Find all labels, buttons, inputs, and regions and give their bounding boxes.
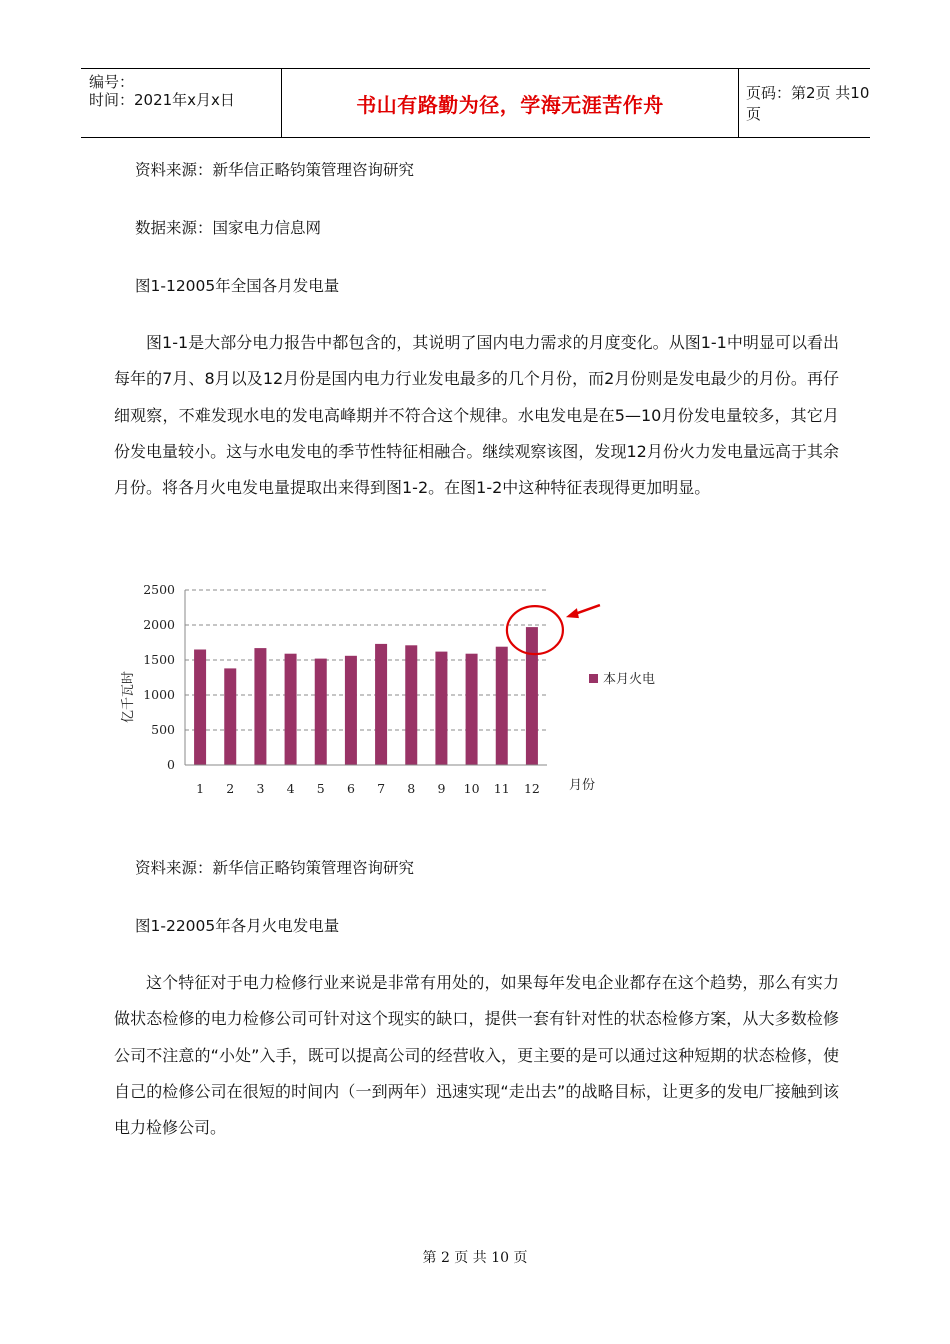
bar (285, 654, 297, 765)
x-tick-label: 6 (346, 781, 355, 796)
x-tick-label: 1 (196, 781, 205, 796)
bar (224, 668, 236, 765)
x-tick-label: 9 (437, 781, 446, 796)
bar (496, 647, 508, 765)
chart-y-label: 亿千瓦时 (121, 670, 136, 724)
bar (466, 654, 478, 765)
x-tick-label: 12 (523, 781, 540, 796)
x-tick-label: 10 (463, 781, 480, 796)
x-tick-label: 5 (316, 781, 325, 796)
body-paragraph-1: 图1-1是大部分电力报告中都包含的，其说明了国内电力需求的月度变化。从图1-1中明显可以看出每年的7月、8月以及12月份是国内电力行业发电最多的几个月份，而2月份则是发电最少的月份。再仔细观察，不难发现水电的发电高峰期并不符合这个规律。水电发电是在5—10月份发电量较多，其它月份发电量较小。这与水电发电的季节性特征相融合。继续观察该图，发现12月份火力发电量远高于其余月份。将各月火电发电量提取出来得到图1-2。在图1-2中这种特征表现得更加明显。 (114, 333, 839, 498)
bar (345, 656, 357, 765)
chart-gridlines (185, 590, 547, 730)
source-note-2: 资料来源：新华信正略钧策管理咨询研究 (135, 859, 415, 877)
bar (405, 645, 417, 765)
highlight-arrow (566, 605, 600, 618)
y-tick-label: 500 (151, 722, 175, 737)
source-note-1: 资料来源：新华信正略钧策管理咨询研究 (135, 161, 415, 179)
x-tick-label: 11 (493, 781, 510, 796)
x-tick-label: 4 (286, 781, 295, 796)
y-tick-label: 0 (167, 757, 175, 772)
legend-swatch (589, 674, 598, 683)
x-tick-label: 8 (407, 781, 416, 796)
page-info: 页码：第2页 共10页 (746, 84, 870, 123)
fire-power-bar-chart (110, 575, 690, 805)
bar (194, 650, 206, 766)
x-tick-label: 7 (377, 781, 386, 796)
motto: 书山有路勤为径，学海无涯苦作舟 (356, 92, 664, 117)
page-header (81, 68, 870, 138)
chart-x-ticks (196, 781, 540, 796)
body-paragraph-2: 这个特征对于电力检修行业来说是非常有用处的，如果每年发电企业都存在这个趋势，那么有实力做状态检修的电力检修公司可针对这个现实的缺口，提供一套有针对性的状态检修方案，从大多数检修公司不注意的“小处”入手，既可以提高公司的经营收入，更主要的是可以通过这种短期的状态检修，使自己的检修公司在很短的时间内（一到两年）迅速实现“走出去”的战略目标，让更多的发电厂接触到该电力检修公司。 (114, 973, 839, 1138)
y-tick-label: 1000 (143, 687, 175, 702)
chart-x-label: 月份 (569, 778, 596, 793)
page-footer: 第 2 页 共 10 页 (422, 1250, 528, 1266)
header-meta (81, 69, 281, 137)
bar (435, 652, 447, 765)
header-motto-cell (281, 69, 739, 137)
x-tick-label: 2 (226, 781, 235, 796)
y-tick-label: 2000 (143, 617, 175, 632)
chart-bars (194, 627, 538, 765)
y-tick-label: 2500 (143, 582, 175, 597)
bar (254, 648, 266, 765)
arrow-head (566, 608, 579, 618)
number-label: 编号： (89, 73, 135, 91)
data-source-note: 数据来源：国家电力信息网 (135, 219, 322, 237)
header-page-cell (738, 69, 870, 137)
bar (526, 627, 538, 765)
x-tick-label: 3 (256, 781, 265, 796)
legend-label: 本月火电 (603, 672, 656, 687)
chart-y-ticks (143, 582, 175, 772)
bar (375, 644, 387, 765)
figure-1-caption: 图1-12005年全国各月发电量 (135, 277, 340, 295)
figure-2-caption: 图1-22005年各月火电发电量 (135, 917, 340, 935)
time-label: 时间：2021年x月x日 (89, 91, 235, 109)
bar (315, 659, 327, 765)
y-tick-label: 1500 (143, 652, 175, 667)
